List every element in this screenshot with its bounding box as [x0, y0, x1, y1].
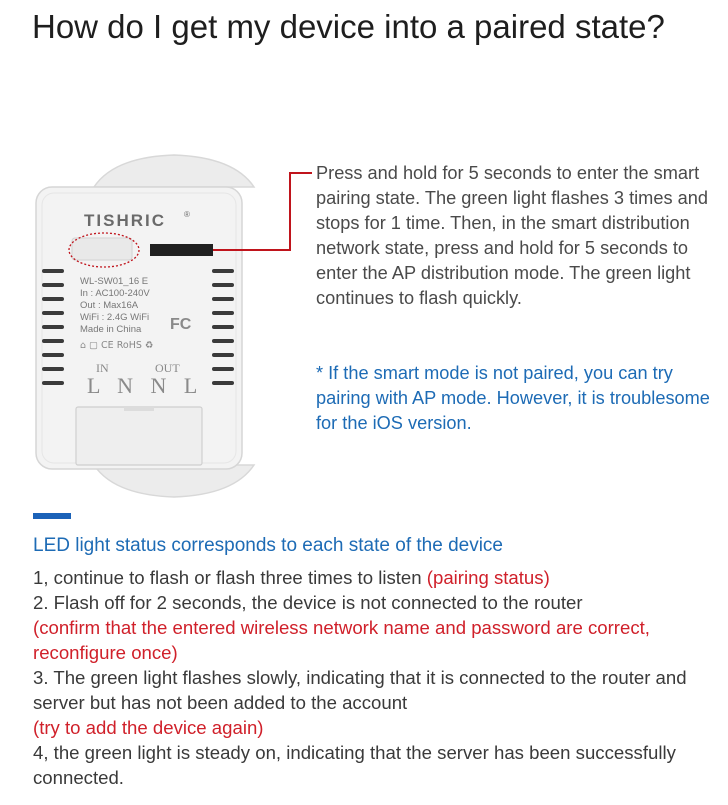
- fc-mark: FC: [170, 316, 192, 333]
- terminal-out-label: OUT: [155, 361, 180, 375]
- terminal-letters: L N N L: [87, 373, 204, 398]
- ap-mode-note: * If the smart mode is not paired, you can try pairing with AP mode. However, it is troublesome for the iOS version.: [316, 363, 710, 433]
- page-title: How do I get my device into a paired state?: [32, 8, 665, 45]
- label-model: WL-SW01_16 E: [80, 276, 149, 287]
- status-item-4: 4, the green light is steady on, indicating that the server has been successfully connected.: [33, 742, 676, 788]
- brand-text: TISHRIC: [84, 211, 166, 230]
- status-item-3: 3. The green light flashes slowly, indicating that it is connected to the router and server but has not been added to the account (try to add the device again): [33, 667, 687, 738]
- registered-mark: ®: [184, 210, 190, 219]
- certification-marks: ⌂ ▢ CE RoHS ♻: [80, 340, 154, 351]
- led-status-list: [33, 565, 703, 790]
- terminal-in-label: IN: [96, 361, 109, 375]
- status-item-1-highlight: (pairing status): [426, 567, 550, 588]
- status-item-2: 2. Flash off for 2 seconds, the device is not connected to the router (confirm that the entered wireless network name and password are correct, reconfigure once): [33, 592, 650, 663]
- pairing-instructions: Press and hold for 5 seconds to enter the smart pairing state. The green light flashes 3 times and stops for 1 time. Then, in the smart distribution network state, press and hold for 5 seconds to enter the AP distribution mode. The green light continues to flash quickly.: [316, 163, 708, 308]
- label-input: In : AC100-240V: [80, 288, 150, 299]
- status-item-3-highlight: (try to add the device again): [33, 717, 264, 738]
- status-item-1: 1, continue to flash or flash three times to listen (pairing status): [33, 567, 550, 588]
- label-origin: Made in China: [80, 324, 142, 335]
- label-output: Out : Max16A: [80, 300, 139, 311]
- label-wifi: WiFi : 2.4G WiFi: [80, 312, 150, 323]
- status-item-2-highlight: (confirm that the entered wireless network name and password are correct, reconfigure once): [33, 617, 650, 663]
- smart-switch-device-image: [24, 145, 324, 500]
- section-accent-bar: [33, 513, 71, 519]
- led-status-title: LED light status corresponds to each state of the device: [33, 535, 503, 556]
